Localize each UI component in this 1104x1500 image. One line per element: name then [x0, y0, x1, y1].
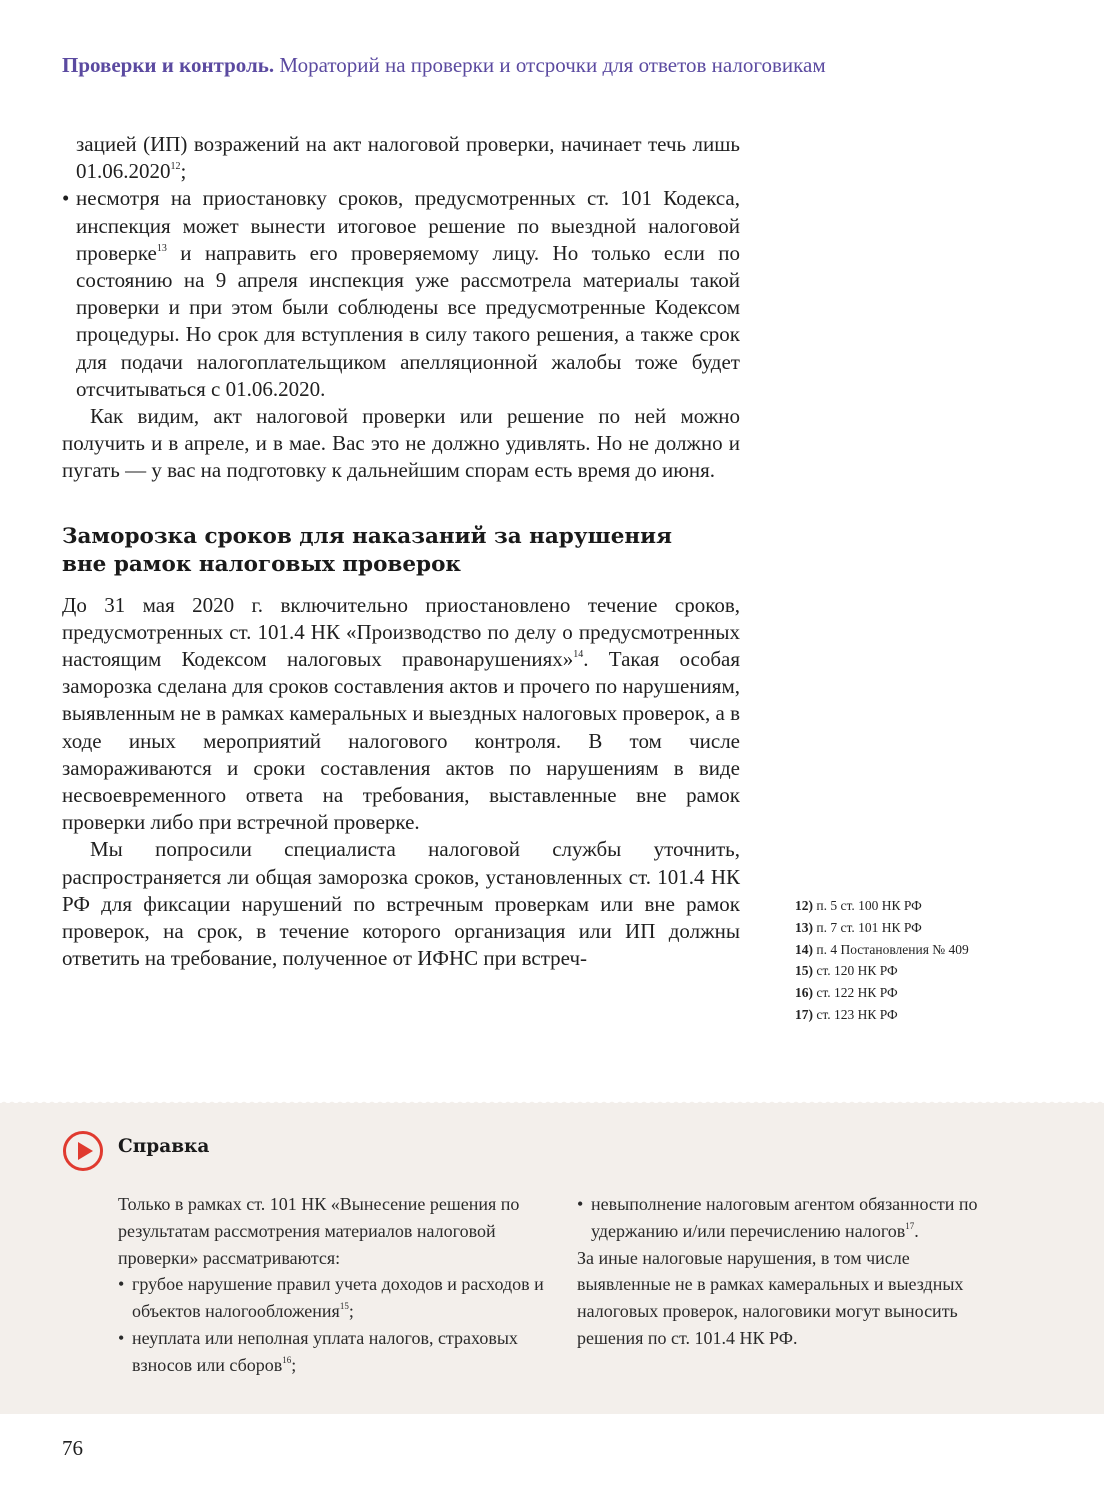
footnotes: [795, 895, 1055, 1026]
footnote-ref-14[interactable]: 14: [573, 649, 584, 661]
sidebar-column-left: [118, 1191, 558, 1379]
scallop-edge: [0, 1099, 1104, 1105]
header-title: Мораторий на проверки и отсрочки для ответов налоговикам: [279, 53, 826, 77]
sidebar-column-right: [577, 1191, 997, 1352]
paragraph-question: Мы попросили специалиста налоговой службы уточнить, распространяется ли общая заморозка сроков, установленных ст. 101.4 НК РФ для фиксации нарушений по встречным проверкам или вне рамок проверок, на срок, в течение которого организация или ИП должны ответить на требование, полученное от ИФНС при встреч-: [62, 837, 740, 971]
page-number: 76: [62, 1436, 83, 1460]
footnote-ref-16[interactable]: 16: [282, 1354, 292, 1365]
sidebar-list-item: • неуплата или неполная уплата налогов, страховых взносов или сборов$^{16}$;: [118, 1325, 558, 1379]
sidebar-list-item: • грубое нарушение правил учета доходов и расходов и объектов налогообложения$^{15}$;: [118, 1271, 558, 1325]
footnote: 17) ст. 123 НК РФ: [795, 1006, 898, 1022]
paragraph-freeze: До 31 мая 2020 г. включительно приостановлено течение сроков, предусмотренных ст. 101.4 НК «Производство по делу о предусмотренных настоящим Кодексом налоговых правонарушениях»$^{14}$. Такая особая заморозка сделана для сроков составления актов и прочего по нарушениям, выявленным не в рамках камеральных и выездных налоговых проверок, а в ходе иных мероприятий налогового контроля. В том числе замораживаются и сроки составления актов по нарушениям в виде несвоевременного ответа на требования, выставленные вне рамок проверки либо при встречной проверке.: [62, 592, 740, 835]
section-heading: Заморозка сроков для наказаний за нарушения вне рамок налоговых проверок: [62, 523, 672, 577]
footnote: 16) ст. 122 НК РФ: [795, 985, 898, 1001]
play-icon: [62, 1130, 104, 1172]
footnote: 12) п. 5 ст. 100 НК РФ: [795, 898, 922, 913]
footnote: 13) п. 7 ст. 101 НК РФ: [795, 919, 922, 935]
sidebar-outro: За иные налоговые нарушения, в том числе выявленные не в рамках камеральных и выездных налоговых проверок, налоговики могут выносить решения по ст. 101.4 НК РФ.: [577, 1247, 964, 1348]
footnote: 15) ст. 120 НК РФ: [795, 963, 898, 979]
info-sidebar: [0, 1103, 1104, 1414]
sidebar-intro: Только в рамках ст. 101 НК «Вынесение решения по результатам рассмотрения материалов налоговой проверки» рассматриваются:: [118, 1194, 520, 1268]
sidebar-list-item: • невыполнение налоговым агентом обязанности по удержанию и/или перечислению налогов$^{17}$.: [577, 1191, 997, 1245]
bullet-item: • несмотря на приостановку сроков, предусмотренных ст. 101 Кодекса, инспекция может вынести итоговое решение по выездной налоговой проверке$^{13}$ и направить его проверяемому лицу. Но только если по состоянию на 9 апреля инспекция уже рассмотрела материалы такой проверки и при этом были соблюдены все предусмотренные Кодексом процедуры. Но срок для вступления в силу такого решения, а также срок для подачи налогоплательщиком апелляционной жалобы тоже будет отсчитываться с 01.06.2020.: [62, 185, 740, 403]
paragraph-conclusion: Как видим, акт налоговой проверки или решение по ней можно получить и в апреле, и в мае. Вас это не должно удивлять. Но не должно и пугать — у вас на подготовку к дальнейшим спорам есть время до июня.: [62, 404, 740, 483]
header-section: Проверки и контроль.: [62, 53, 275, 77]
main-column: [62, 131, 740, 972]
footnote-ref-13[interactable]: 13: [156, 242, 167, 254]
continued-bullet: зацией (ИП) возражений на акт налоговой проверки, начинает течь лишь 01.06.2020$^{12}$;: [76, 132, 740, 184]
sidebar-title: Справка: [118, 1136, 210, 1157]
running-header: [62, 53, 1062, 78]
footnote-ref-12[interactable]: 12: [170, 161, 181, 173]
footnote-ref-17[interactable]: 17: [905, 1220, 915, 1231]
footnote-ref-15[interactable]: 15: [339, 1301, 349, 1312]
footnote: 14) п. 4 Постановления № 409: [795, 941, 969, 957]
